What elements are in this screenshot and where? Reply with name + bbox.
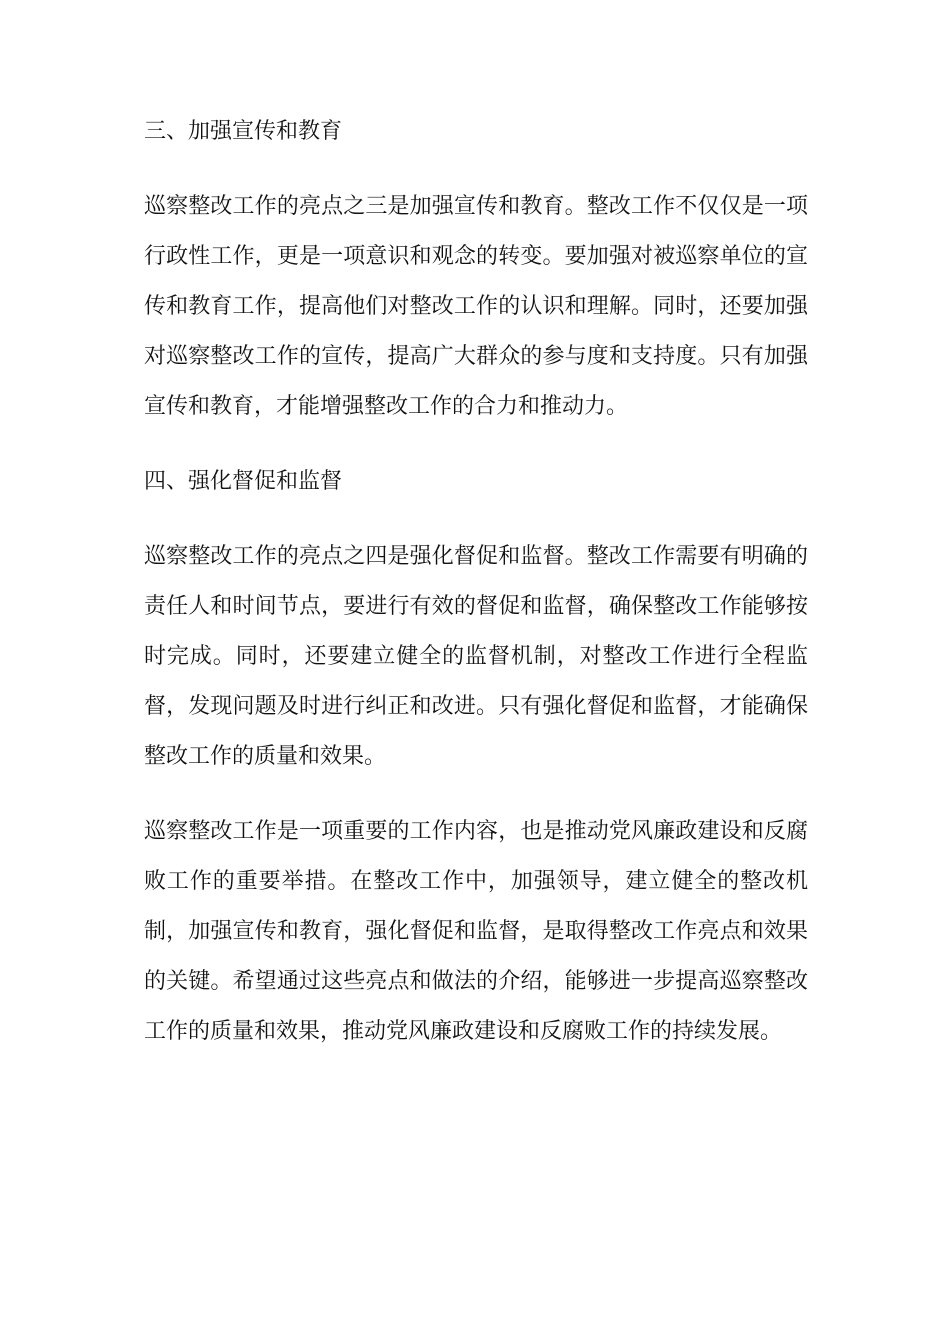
- section-heading-4: 四、强化督促和监督: [144, 469, 343, 494]
- section-heading-3: 三、加强宣传和教育: [144, 119, 343, 144]
- section-body-4: 巡察整改工作的亮点之四是强化督促和监督。整改工作需要有明确的责任人和时间节点，要进行有效的督促和监督，确保整改工作能够按时完成。同时，还要建立健全的监督机制，对整改工作进行全程监督，发现问题及时进行纠正和改进。只有强化督促和监督，才能确保整改工作的质量和效果。: [144, 544, 808, 769]
- conclusion-paragraph: 巡察整改工作是一项重要的工作内容，也是推动党风廉政建设和反腐败工作的重要举措。在整改工作中，加强领导，建立健全的整改机制，加强宣传和教育，强化督促和监督，是取得整改工作亮点和效果的关键。希望通过这些亮点和做法的介绍，能够进一步提高巡察整改工作的质量和效果，推动党风廉政建设和反腐败工作的持续发展。: [144, 819, 808, 1044]
- document-content: [144, 107, 808, 1082]
- section-body-3: 巡察整改工作的亮点之三是加强宣传和教育。整改工作不仅仅是一项行政性工作，更是一项意识和观念的转变。要加强对被巡察单位的宣传和教育工作，提高他们对整改工作的认识和理解。同时，还要加强对巡察整改工作的宣传，提高广大群众的参与度和支持度。只有加强宣传和教育，才能增强整改工作的合力和推动力。: [144, 194, 808, 419]
